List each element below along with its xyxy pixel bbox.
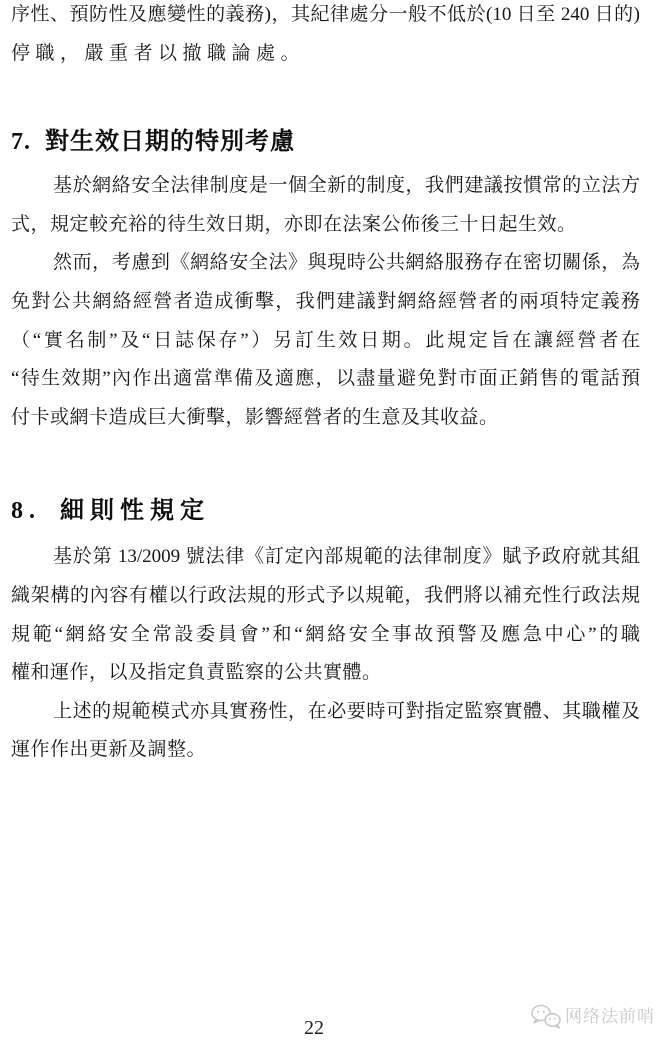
watermark-label: 网络法前哨 bbox=[565, 1007, 655, 1026]
section-8-heading: 8. 細則性規定 bbox=[11, 498, 210, 525]
watermark bbox=[530, 1003, 655, 1030]
body-line: 免對公共網絡經營者造成衝擊，我們建議對網絡經營者的兩項特定義務 bbox=[11, 290, 640, 312]
body-line: “待生效期”內作出適當準備及適應，以盡量避免對市面正銷售的電話預 bbox=[11, 368, 640, 390]
body-line: 停職，嚴重者以撤職論處。 bbox=[11, 42, 306, 64]
body-line: （“實名制”及“日誌保存”）另訂生效日期。此規定旨在讓經營者在 bbox=[11, 329, 640, 351]
body-line: 然而，考慮到《網絡安全法》與現時公共網絡服務存在密切關係，為 bbox=[53, 252, 640, 274]
body-line: 序性、預防性及應變性的義務)，其紀律處分一般不低於(10 日至 240 日的) bbox=[11, 4, 640, 25]
wechat-icon bbox=[530, 1003, 562, 1030]
section-7-body bbox=[11, 167, 640, 437]
body-line: 基於網絡安全法律制度是一個全新的制度，我們建議按慣常的立法方 bbox=[53, 175, 640, 197]
body-line: 運作作出更新及調整。 bbox=[11, 739, 207, 761]
body-line: 織架構的內容有權以行政法規的形式予以規範，我們將以補充性行政法規 bbox=[11, 584, 640, 606]
page-number: 22 bbox=[304, 1017, 324, 1039]
section-7-heading: 7. 對生效日期的特別考慮 bbox=[11, 129, 295, 156]
body-line: 規範“網絡安全常設委員會”和“網絡安全事故預警及應急中心”的職 bbox=[11, 623, 640, 645]
body-line: 付卡或網卡造成巨大衝擊，影響經營者的生意及其收益。 bbox=[11, 406, 499, 428]
body-line: 基於第 13/2009 號法律《訂定內部規範的法律制度》賦予政府就其組 bbox=[53, 546, 640, 568]
body-line: 上述的規範模式亦具實務性，在必要時可對指定監察實體、其職權及 bbox=[53, 700, 640, 722]
body-line: 式，規定較充裕的待生效日期，亦即在法案公佈後三十日起生效。 bbox=[11, 213, 577, 235]
section-8-body bbox=[11, 538, 640, 770]
body-line: 權和運作，以及指定負責監察的公共實體。 bbox=[11, 662, 382, 684]
continuation-paragraph bbox=[11, 0, 640, 73]
